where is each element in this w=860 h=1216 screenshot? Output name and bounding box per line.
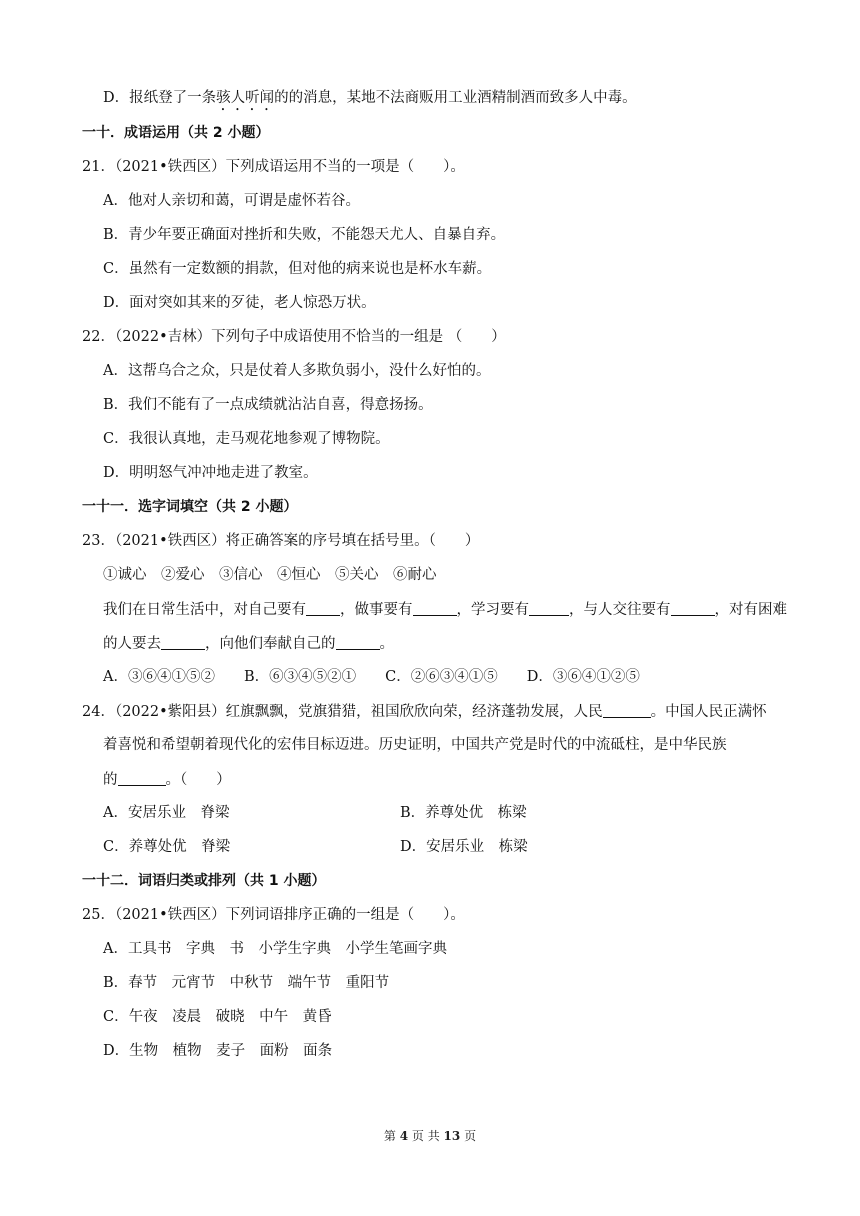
answer-blank[interactable]	[336, 633, 380, 650]
q23-stem: 23．（2021•铁西区）将正确答案的序号填在括号里。（ ）	[82, 533, 480, 549]
q25-stem: 25．（2021•铁西区）下列词语排序正确的一组是（ ）。	[82, 907, 465, 923]
q25-option-d: D．生物 植物 麦子 面粉 面条	[103, 1043, 333, 1059]
q24-text: 。（ ）	[165, 772, 231, 788]
q20-option-d-dotted-word: 骇人听闻	[216, 90, 275, 106]
current-page-number: 4	[399, 1129, 409, 1143]
answer-blank[interactable]	[306, 599, 340, 616]
footer-text: 页 共	[408, 1129, 444, 1143]
q24-option-b: B．养尊处优 栋梁	[400, 805, 527, 821]
q24-option-a: A．安居乐业 脊梁	[103, 805, 230, 821]
q20-option-d-prefix: D．报纸登了一条	[103, 90, 217, 106]
q23-text: ，向他们奉献自己的	[205, 636, 336, 652]
q25-option-b: B．春节 元宵节 中秋节 端午节 重阳节	[103, 975, 390, 991]
q24-option-d: D．安居乐业 栋梁	[400, 839, 528, 855]
q25-option-c: C．午夜 凌晨 破晓 中午 黄昏	[103, 1009, 332, 1025]
q24-text: 的	[103, 772, 118, 788]
q23-text: 我们在日常生活中，对自己要有	[103, 602, 306, 618]
q24-text: 。中国人民正满怀	[650, 704, 767, 720]
q23-text: 的人要去	[103, 636, 161, 652]
q23-text: ，与人交往要有	[569, 602, 671, 618]
q24-stem-line2: 着喜悦和希望朝着现代化的宏伟目标迈进。历史证明，中国共产党是时代的中流砥柱，是中华民族	[103, 737, 727, 753]
footer-text: 页	[460, 1129, 477, 1143]
answer-blank[interactable]	[118, 769, 166, 786]
q23-passage-line2	[103, 633, 394, 654]
q23-answer-options: A．③⑥④①⑤② B．⑥③④⑤②① C．②⑥③④①⑤ D．③⑥④①②⑤	[103, 669, 640, 685]
q23-passage-line1	[103, 599, 787, 620]
q23-text: ，对有困难	[714, 602, 787, 618]
q25-option-a: A．工具书 字典 书 小学生字典 小学生笔画字典	[103, 941, 447, 957]
q22-option-b: B．我们不能有了一点成绩就沾沾自喜，得意扬扬。	[103, 397, 433, 413]
page-footer	[0, 1127, 860, 1144]
q22-option-c: C．我很认真地，走马观花地参观了博物院。	[103, 431, 390, 447]
q22-stem: 22．（2022•吉林）下列句子中成语使用不恰当的一组是 （ ）	[82, 329, 506, 345]
q20-option-d	[103, 88, 637, 114]
q24-option-c: C．养尊处优 脊梁	[103, 839, 231, 855]
answer-blank[interactable]	[603, 701, 651, 718]
q24-stem-line3	[103, 769, 231, 790]
q22-option-a: A．这帮乌合之众，只是仗着人多欺负弱小，没什么好怕的。	[103, 363, 491, 379]
q22-option-d: D．明明怒气冲冲地走进了教室。	[103, 465, 318, 481]
section-title-word-sorting: 一十二．词语归类或排列（共 1 小题）	[82, 873, 326, 889]
footer-text: 第	[383, 1129, 400, 1143]
q20-option-d-suffix: 的的消息，某地不法商贩用工业酒精制酒而致多人中毒。	[274, 90, 637, 106]
q21-option-a: A．他对人亲切和蔼，可谓是虚怀若谷。	[103, 193, 360, 209]
q21-stem: 21．（2021•铁西区）下列成语运用不当的一项是（ ）。	[82, 159, 465, 175]
q21-option-d: D．面对突如其来的歹徒，老人惊恐万状。	[103, 295, 376, 311]
q23-choices: ①诚心 ②爱心 ③信心 ④恒心 ⑤关心 ⑥耐心	[103, 567, 437, 583]
q21-option-c: C．虽然有一定数额的捐款，但对他的病来说也是杯水车薪。	[103, 261, 492, 277]
section-title-idiom-usage: 一十．成语运用（共 2 小题）	[82, 125, 270, 141]
section-title-word-fill: 一十一．选字词填空（共 2 小题）	[82, 499, 298, 515]
q23-text: ，学习要有	[456, 602, 529, 618]
q24-stem-line1	[82, 701, 767, 722]
q24-text: 24．（2022•紫阳县）红旗飘飘，党旗猎猎，祖国欣欣向荣，经济蓬勃发展，人民	[82, 704, 603, 720]
answer-blank[interactable]	[413, 599, 457, 616]
q21-option-b: B．青少年要正确面对挫折和失败，不能怨天尤人、自暴自弃。	[103, 227, 506, 243]
total-page-count: 13	[443, 1129, 461, 1143]
answer-blank[interactable]	[161, 633, 205, 650]
answer-blank[interactable]	[671, 599, 715, 616]
q23-text: ，做事要有	[340, 602, 413, 618]
answer-blank[interactable]	[529, 599, 569, 616]
q23-text: 。	[379, 636, 394, 652]
